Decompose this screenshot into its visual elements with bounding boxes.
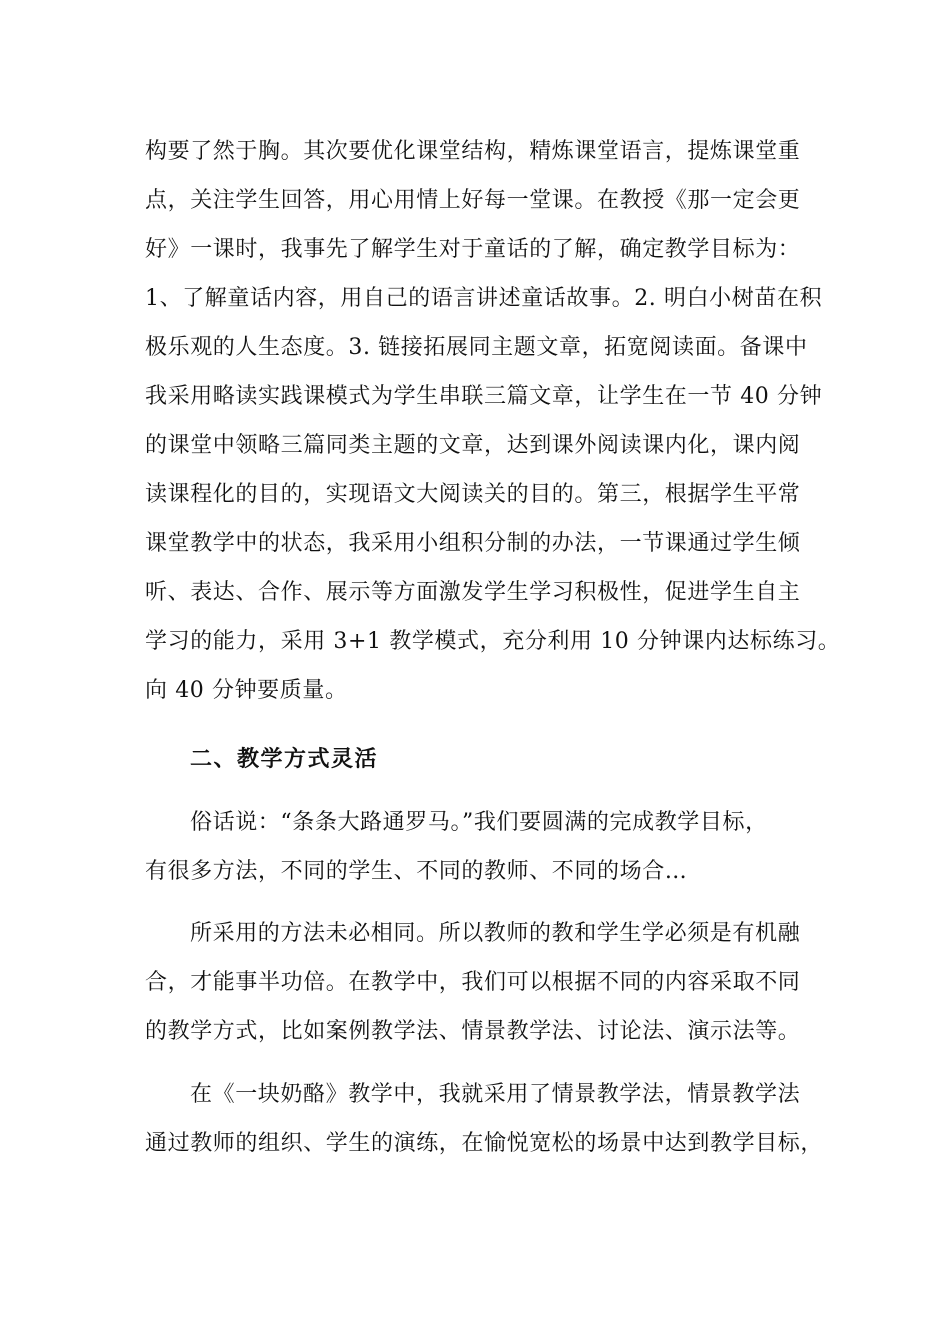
text-line: 向 40 分钟要质量。 [145, 678, 348, 703]
text-line: 1、了解童话内容，用自己的语言讲述童话故事。2. 明白小树苗在积 [145, 286, 823, 311]
text-line: 所采用的方法未必相同。所以教师的教和学生学必须是有机融 [190, 921, 801, 946]
text-line: 俗话说：“条条大路通罗马。”我们要圆满的完成教学目标， [190, 810, 768, 835]
text-line: 我采用略读实践课模式为学生串联三篇文章，让学生在一节 40 分钟 [145, 384, 823, 409]
text-line: 有很多方法，不同的学生、不同的教师、不同的场合… [145, 859, 688, 884]
text-line: 的课堂中领略三篇同类主题的文章，达到课外阅读课内化，课内阅 [145, 433, 801, 458]
text-line: 点，关注学生回答，用心用情上好每一堂课。在教授《那一定会更 [145, 188, 801, 213]
text-line: 读课程化的目的，实现语文大阅读关的目的。第三，根据学生平常 [145, 482, 801, 507]
text-line: 听、表达、合作、展示等方面激发学生学习积极性，促进学生自主 [145, 580, 801, 605]
text-line: 的教学方式，比如案例教学法、情景教学法、讨论法、演示法等。 [145, 1019, 801, 1044]
text-line: 极乐观的人生态度。3. 链接拓展同主题文章，拓宽阅读面。备课中 [145, 335, 808, 360]
text-line: 通过教师的组织、学生的演练，在愉悦宽松的场景中达到教学目标， [145, 1131, 824, 1156]
text-line: 学习的能力，采用 3+1 教学模式，充分利用 10 分钟课内达标练习。 [145, 629, 841, 654]
text-line: 课堂教学中的状态，我采用小组积分制的办法，一节课通过学生倾 [145, 531, 801, 556]
section-heading: 二、教学方式灵活 [190, 747, 379, 772]
text-line: 在《一块奶酪》教学中，我就采用了情景教学法，情景教学法 [190, 1082, 801, 1107]
text-line: 构要了然于胸。其次要优化课堂结构，精炼课堂语言，提炼课堂重 [145, 139, 801, 164]
text-line: 好》一课时，我事先了解学生对于童话的了解，确定教学目标为： [145, 237, 801, 262]
text-line: 合，才能事半功倍。在教学中，我们可以根据不同的内容采取不同 [145, 970, 801, 995]
